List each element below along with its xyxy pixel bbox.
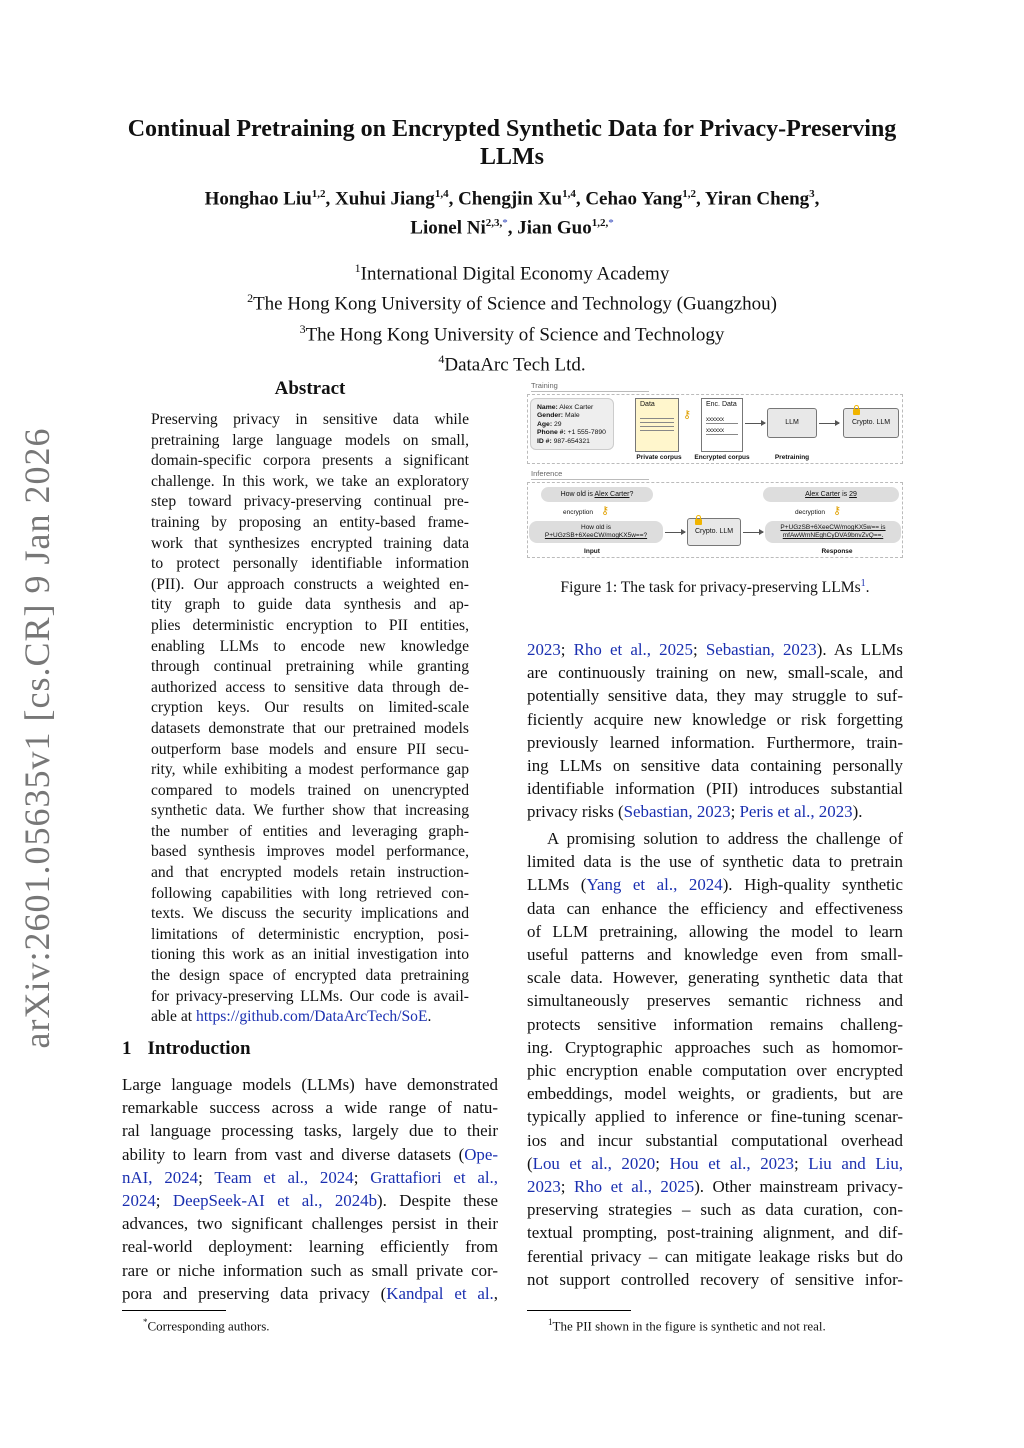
- citation-link[interactable]: nAI, 2024: [122, 1167, 199, 1187]
- author-affil-sup: 3: [809, 188, 815, 200]
- text-span: protects sensitive information remains challeng-: [527, 1014, 903, 1034]
- private-data-box: Data: [635, 398, 679, 452]
- text-span: ). High-quality synthetic: [722, 875, 903, 895]
- body-line: [527, 966, 903, 989]
- text-span: (: [527, 1153, 533, 1173]
- right-column-body-p2: [527, 827, 903, 1291]
- author-sep: ,: [507, 217, 518, 239]
- text-span: LLMs (: [527, 875, 587, 895]
- decryption-label: decryption: [795, 509, 825, 516]
- arrow: [665, 532, 685, 533]
- author-affil-sup: 1,2,*: [591, 217, 614, 230]
- body-line: [122, 1166, 498, 1189]
- affiliation-text: The Hong Kong University of Science and Technology (Guangzhou): [253, 293, 777, 315]
- body-line: [527, 1059, 903, 1082]
- body-line: real-world deployment: learning efficiently from: [122, 1237, 498, 1257]
- abstract-line: Preserving privacy in sensitive data while: [151, 411, 469, 428]
- body-line: advances, two significant challenges persist in their: [122, 1214, 498, 1234]
- abstract-line: rity, while exhibiting a modest performance gap: [151, 761, 469, 779]
- body-line: [122, 1189, 498, 1212]
- body-line: [122, 1282, 498, 1305]
- text-span: pora and preserving data privacy (: [122, 1283, 387, 1303]
- citation-link[interactable]: 2024: [122, 1191, 156, 1211]
- citation-link[interactable]: Grattafiori et al.,: [370, 1167, 498, 1187]
- abstract-line: step toward privacy-preserving continual pre-: [151, 493, 469, 511]
- author-name: Lionel Ni: [410, 217, 486, 239]
- figure-1: [527, 378, 903, 558]
- text-span: ;: [692, 640, 706, 659]
- text-span: ;: [730, 802, 740, 822]
- text-span: phic encryption enable computation over encrypted: [527, 1061, 903, 1081]
- affiliation-text: The Hong Kong University of Science and Technology: [305, 323, 725, 345]
- author-sep: ,: [575, 188, 586, 210]
- text-span: ;: [155, 1191, 173, 1211]
- body-line: [527, 943, 903, 966]
- text-span: preserving strategies – such as data curation, con-: [527, 1200, 903, 1220]
- footnote-rule-left: [122, 1310, 226, 1311]
- author-name: Honghao Liu: [204, 188, 312, 210]
- text-span: ing. Cryptographic approaches such as homomor-: [527, 1037, 903, 1057]
- abstract-line: following capabilities with long retrieved con-: [151, 884, 469, 902]
- text-span: A promising solution to address the challenge of: [547, 829, 903, 848]
- footnote-rule-right: [527, 1310, 631, 1311]
- body-line: [527, 1013, 903, 1036]
- arxiv-id: arXiv:2601.05635v1 [cs.CR] 9 Jan 2026: [17, 427, 57, 1049]
- text-span: ,: [493, 1283, 498, 1303]
- abstract-line: synthetic data. We further show that increasing: [151, 802, 469, 820]
- code-link[interactable]: https://github.com/DataArcTech/SoE: [196, 1008, 428, 1026]
- citation-link[interactable]: Sebastian, 2023: [623, 802, 731, 822]
- author-sep: ,: [325, 188, 336, 210]
- affiliation-sup: 1: [354, 261, 361, 275]
- abstract-line: based synthesis improves model performance,: [151, 843, 469, 861]
- author-name: Jian Guo: [517, 217, 592, 239]
- key-icon: ⚷: [683, 409, 692, 421]
- body-line: rare or niche information such as small private cor-: [122, 1260, 498, 1280]
- text-span: ).: [852, 802, 863, 822]
- encryption-label: encryption: [563, 509, 593, 516]
- lock-icon: [853, 409, 860, 415]
- key-icon: ⚷: [601, 505, 610, 517]
- training-label: Training: [531, 381, 558, 390]
- text-span: typically applied to inference or fine-tuning scenar-: [527, 1107, 903, 1127]
- text-span: ;: [655, 1153, 670, 1173]
- text-span: not support controlled recovery of sensitive infor-: [527, 1269, 903, 1289]
- abstract-line: cryption keys. Our results on limited-scale: [151, 699, 469, 717]
- body-line: [527, 638, 903, 661]
- affiliation-sup: 3: [299, 321, 306, 336]
- author-sep: ,: [814, 188, 820, 210]
- abstract-line: pretraining large language models on small,: [151, 431, 469, 449]
- body-line: [122, 1143, 498, 1166]
- affiliations: [110, 256, 914, 377]
- crypto-llm-box: Crypto. LLM: [843, 408, 899, 438]
- abstract-body: [151, 410, 469, 1028]
- abstract-line: outperform base models and ensure PII secu-: [151, 740, 469, 758]
- body-line: [527, 850, 903, 873]
- abstract-line: challenge. In this work, we take an exploratory: [151, 472, 469, 490]
- text-span: of LLM pretraining, allowing the model to learn: [527, 921, 903, 941]
- text-span: ios and incur substantial computational overhead: [527, 1130, 903, 1150]
- abstract-line: authorized access to sensitive data through de-: [151, 678, 469, 696]
- text-span: ;: [353, 1167, 371, 1187]
- citation-link[interactable]: Team et al., 2024: [214, 1167, 354, 1187]
- body-line: [527, 873, 903, 896]
- citation-link[interactable]: Rho et al., 2025: [573, 1177, 695, 1197]
- body-line: [527, 1268, 903, 1291]
- body-line: [527, 1036, 903, 1059]
- text-span: simultaneously preserves semantic richness and: [527, 991, 903, 1011]
- author-line: [110, 211, 914, 240]
- citation-link[interactable]: Lou et al., 2020: [532, 1153, 656, 1173]
- author-list: [110, 182, 914, 241]
- text-span: ;: [198, 1167, 215, 1187]
- affiliation-sup: 4: [438, 351, 445, 366]
- body-line: potentially sensitive data, they may struggle to suf-: [527, 686, 903, 706]
- abstract-line: enabling LLMs to encode new knowledge: [151, 637, 469, 655]
- author-affil-sup: 1,4: [434, 188, 449, 200]
- abstract-line: tity graph to guide data synthesis and ap-: [151, 596, 469, 614]
- text-span: .: [427, 1008, 432, 1026]
- abstract-line: for privacy-preserving LLMs. Our code is avail-: [151, 987, 469, 1005]
- affiliation: [110, 286, 914, 316]
- corresponding-star: *: [608, 217, 614, 230]
- encrypted-data-box: Enc. Data xxxxxx xxxxxx: [701, 398, 743, 452]
- abstract-line: datasets demonstrate that our pretrained models: [151, 719, 469, 737]
- citation-link[interactable]: Hou et al., 2023: [669, 1153, 794, 1173]
- abstract-heading: Abstract: [274, 378, 346, 399]
- crypto-llm-box-inference: Crypto. LLM: [687, 518, 741, 546]
- body-line: [527, 1221, 903, 1244]
- text-span: embeddings, model weights, or gradients, but are: [527, 1084, 903, 1104]
- divider: [531, 479, 649, 480]
- corresponding-star: *: [502, 217, 508, 230]
- arrow: [745, 423, 765, 424]
- text-span: ability to learn from vast and diverse datasets (: [122, 1144, 465, 1164]
- author-sep: ,: [448, 188, 459, 210]
- author-line: [110, 182, 914, 211]
- body-line: [527, 827, 903, 850]
- affiliation: [110, 317, 914, 347]
- text-span: ferential privacy – can mitigate leakage risks but do: [527, 1246, 903, 1266]
- abstract-line: through continual pretraining while granting: [151, 658, 469, 676]
- inference-label: Inference: [531, 469, 563, 478]
- plain-answer: Alex Carter is 29: [763, 487, 899, 502]
- affiliation-sup: 2: [247, 291, 254, 306]
- citation-link[interactable]: DeepSeek-AI et al., 2024b: [172, 1191, 378, 1211]
- abstract-line: to protect personally identifiable information: [151, 555, 469, 573]
- body-line: ing LLMs on sensitive data containing personally: [527, 756, 903, 776]
- right-column-body-p1: [527, 638, 903, 824]
- divider: [531, 391, 649, 392]
- affiliation: [110, 347, 914, 377]
- encrypted-question: How old is P+UGzSB+6XeeCW/mogKX5w==?: [529, 521, 663, 543]
- text-span: ). As LLMs: [816, 640, 904, 659]
- text-span: limited data is the use of synthetic data to pretrain: [527, 852, 903, 872]
- body-line: ral language processing tasks, largely due to their: [122, 1121, 498, 1141]
- citation-link[interactable]: Peris et al., 2023: [739, 802, 853, 822]
- text-span: ). Other mainstream privacy-: [694, 1177, 904, 1197]
- encrypted-answer: P+UGzSB+6XeeCW/mogKX5w== is mfAwWmNEghCyDVA9bnvZvQ==.: [765, 521, 901, 543]
- footnote-pii: $^1$The PII shown in the figure is synthetic and not real.: [548, 1317, 826, 1334]
- arrow: [743, 532, 763, 533]
- text-span: useful patterns and knowledge even from small-: [527, 945, 903, 965]
- body-line: remarkable success across a wide range of natu-: [122, 1098, 498, 1118]
- abstract-line: (PII). Our approach constructs a weighted en-: [151, 575, 469, 593]
- abstract-line: work that synthesizes encrypted training data: [151, 534, 469, 552]
- body-line: Large language models (LLMs) have demonstrated: [122, 1075, 498, 1094]
- figure-caption: Figure 1: The task for privacy-preserving LLMs$^1$.: [560, 578, 870, 597]
- abstract-line: training by proposing an entity-based frame-: [151, 513, 469, 531]
- left-column-body: [122, 1073, 498, 1305]
- text-span: ;: [560, 640, 574, 659]
- citation-link[interactable]: Yang et al., 2024: [586, 875, 723, 895]
- text-span: ). Despite these: [377, 1191, 498, 1211]
- author-name: Yiran Cheng: [704, 188, 810, 210]
- citation-link[interactable]: Kandpal et al.: [386, 1283, 494, 1303]
- arxiv-sidebar: [12, 427, 62, 1049]
- body-line: [527, 989, 903, 1012]
- author-sep: ,: [696, 188, 705, 210]
- affiliation: [110, 256, 914, 286]
- author-affil-sup: 1,2: [682, 188, 697, 200]
- citation-link[interactable]: 2023: [527, 640, 561, 659]
- body-line: [527, 1129, 903, 1152]
- footnote-corresponding: *Corresponding authors.: [143, 1317, 270, 1334]
- author-affil-sup: 1,4: [562, 188, 576, 200]
- body-line: [527, 1152, 903, 1175]
- citation-link[interactable]: Sebastian, 2023: [705, 640, 817, 659]
- text-span: ;: [794, 1153, 809, 1173]
- body-line: [527, 1245, 903, 1268]
- input-label: Input: [584, 548, 600, 555]
- affiliation-text: DataArc Tech Ltd.: [444, 354, 586, 376]
- body-line: [527, 1082, 903, 1105]
- body-line: [527, 920, 903, 943]
- body-line: [527, 800, 903, 823]
- pretraining-label: Pretraining: [774, 454, 810, 461]
- author-name: Cehao Yang: [585, 188, 683, 210]
- body-line: [527, 897, 903, 920]
- text-span: ;: [560, 1177, 574, 1197]
- abstract-line: the design space of encrypted data pretraining: [151, 967, 469, 985]
- plain-question: How old is Alex Carter?: [541, 487, 653, 502]
- encrypted-corpus-label: Encrypted corpus: [694, 454, 750, 461]
- body-line: ficiently acquire new knowledge or risk forgetting: [527, 709, 903, 729]
- text-span: privacy risks (: [527, 802, 624, 822]
- private-corpus-label: Private corpus: [636, 454, 682, 461]
- text-span: able at: [151, 1008, 197, 1026]
- key-icon: ⚷: [833, 505, 842, 517]
- abstract-line: and that encrypted models retain instruction-: [151, 864, 469, 882]
- abstract-line: [151, 1007, 469, 1028]
- citation-link[interactable]: Rho et al., 2025: [573, 640, 693, 659]
- body-line: are continuously training on new, small-scale, and: [527, 663, 903, 683]
- abstract-line: tioning this work as an initial investigation into: [151, 946, 469, 964]
- abstract-line: domain-specific corpora presents a significant: [151, 452, 469, 470]
- abstract-line: limitations of deterministic encryption, posi-: [151, 925, 469, 943]
- abstract-line: texts. We discuss the security implications and: [151, 905, 469, 923]
- author-affil-sup: 1,2: [311, 188, 326, 200]
- lock-icon: [695, 519, 702, 525]
- text-span: scale data. However, generating synthetic data that: [527, 968, 903, 988]
- body-line: identifiable information (PII) introduces substantial: [527, 779, 903, 799]
- author-name: Xuhui Jiang: [335, 188, 435, 210]
- citation-link[interactable]: Ope-: [464, 1144, 498, 1164]
- text-span: textual prompting, post-training alignment, and dif-: [527, 1223, 903, 1243]
- body-line: [527, 1105, 903, 1128]
- section-heading-introduction: 1 Introduction: [122, 1038, 251, 1059]
- llm-box: LLM: [767, 408, 817, 438]
- citation-link[interactable]: 2023: [527, 1177, 561, 1197]
- text-span: data can enhance the efficiency and effectiveness: [527, 898, 903, 918]
- citation-link[interactable]: Liu and Liu,: [808, 1153, 904, 1173]
- abstract-line: compared to models trained on unencrypted: [151, 781, 469, 799]
- affiliation-text: International Digital Economy Academy: [360, 263, 670, 285]
- abstract-line: the number of entities and leveraging graph-: [151, 822, 469, 840]
- response-label: Response: [821, 548, 853, 555]
- author-affil-sup: 2,3,*: [485, 217, 508, 230]
- abstract-line: plies deterministic encryption to PII entities,: [151, 616, 469, 634]
- arrow: [819, 423, 839, 424]
- body-line: [527, 1175, 903, 1198]
- body-line: previously learned information. Furthermore, train-: [527, 732, 903, 752]
- body-line: [527, 1198, 903, 1221]
- author-name: Chengjin Xu: [458, 188, 563, 210]
- paper-title: Continual Pretraining on Encrypted Synthetic Data for Privacy-Preserving LLMs: [127, 116, 897, 170]
- pii-card: Name: Alex Carter Gender: Male Age: 29 Phone #: +1 555-7890 ID #: 987-654321: [530, 398, 614, 450]
